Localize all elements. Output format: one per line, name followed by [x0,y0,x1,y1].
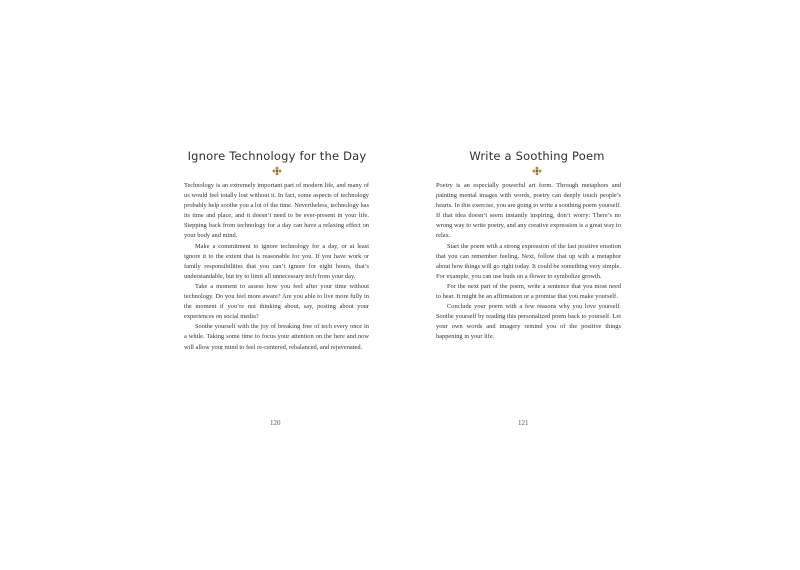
body-text [184,181,369,353]
right-page [400,0,800,570]
body-text [436,181,621,343]
paragraph: Conclude your poem with a few reasons why you love yourself. Soothe yourself by reading this personalized poem back to yourself. Let your own words and imagery remind you of the positive things happening in your life. [436,303,621,341]
paragraph: Technology is an extremely important part of modern life, and many of us would feel totally lost without it. In fact, some aspects of technology probably help soothe you a lot of the time. Nevertheless, technology has its time and place, and it doesn’t need to be ever-present in your life. Stepping back from technology for a day can have a relaxing effect on your body and mind. [184,182,369,240]
paragraph: For the next part of the poem, write a sentence that you most need to hear. It might be an affirmation or a promise that you make yourself. [436,282,621,301]
page-title: Ignore Technology for the Day [187,149,367,163]
paragraph: Start the poem with a strong expression of the last positive emotion that you can remember feeling. Next, follow that up with a metaphor about how things will go right today. It could be something very simple. For example, you can use buds on a flower to symbolize growth. [436,242,621,280]
paragraph: Take a moment to assess how you feel after your time without technology. Do you feel more aware? Are you able to live more fully in the moment if you’re not thinking about, say, posting about your experiences on social media? [184,282,369,321]
paragraph: Poetry is an especially powerful art form. Through metaphors and painting mental images with words, poetry can deeply touch people’s hearts. In this exercise, you are going to write a soothing poem yourself. If that idea doesn’t seem instantly inspiring, don’t worry: There’s no wrong way to write poetry, and any creative expression is a great way to relax. [436,182,621,240]
flower-ornament-icon [271,166,283,176]
page-number: 121 [518,419,529,427]
page-title: Write a Soothing Poem [469,149,605,163]
flower-ornament-icon [531,166,543,176]
page-number: 120 [270,419,281,427]
paragraph: Make a commitment to ignore technology for a day, or at least ignore it to the extent that is reasonable for you. If you have work or family responsibilities that you can’t ignore for eight hours, that’s understandable, but try to limit all unnecessary tech from your day. [184,242,369,280]
paragraph: Soothe yourself with the joy of breaking free of tech every once in a while. Taking some time to focus your attention on the here and now will allow your mind to feel re-centered, rebalanced, and rejuvenated. [184,323,369,351]
